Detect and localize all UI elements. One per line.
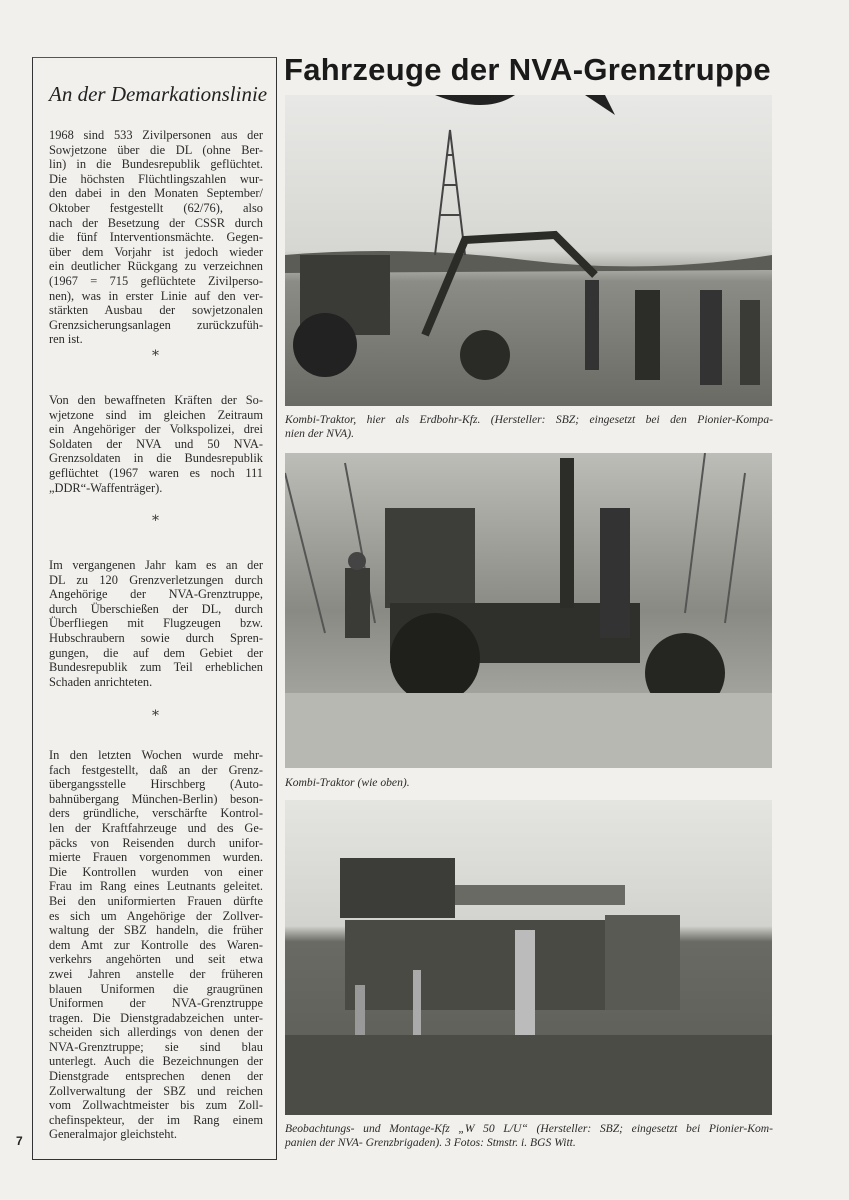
photo-caption-3 (285, 1122, 773, 1150)
text-line: übergangsstelle Hirschberg (Auto- (49, 777, 263, 792)
text-line: In den letzten Wochen wurde mehr- (49, 748, 263, 762)
text-line: waltung der SBZ handeln, die früher (49, 923, 263, 938)
text-line: Die höchsten Flüchtlingszahlen wur- (49, 171, 263, 186)
text-line: NVA-Grenztruppe; sie sind blau (49, 1039, 263, 1054)
text-line: Im vergangenen Jahr kam es an der (49, 558, 263, 572)
text-line: durch Überschießen der DL, durch (49, 601, 263, 616)
text-line: es sich um Angehörige der Zollver- (49, 908, 263, 923)
text-line: die fünf Interventionsmächte. Gegen- (49, 230, 263, 245)
sidebar-paragraph-3 (49, 558, 263, 689)
text-line: nien der NVA). (285, 427, 355, 440)
text-line: 1968 sind 533 Zivilpersonen aus der (49, 128, 263, 142)
text-line: über dem Vorjahr ist jedoch wieder (49, 244, 263, 259)
text-line: Grenzsoldaten in die Bundesrepublik (49, 451, 263, 466)
text-line: bahnübergang München-Berlin) beson- (49, 791, 263, 806)
text-line: chefinspekteur, der im Rang einem (49, 1112, 263, 1127)
text-line: scheiden sich allerdings von denen der (49, 1025, 263, 1040)
text-line: wjetzone sind im gleichen Zeitraum (49, 407, 263, 422)
sidebar-paragraph-1 (49, 128, 263, 347)
text-line: „DDR“-Waffenträger). (49, 480, 163, 495)
text-line: DL zu 120 Grenzverletzungen durch (49, 572, 263, 587)
sidebar-paragraph-2 (49, 393, 263, 495)
separator-star: * (152, 708, 159, 724)
text-line: ein Angehöriger der Volkspolizei, drei (49, 422, 263, 437)
text-line: Kombi-Traktor, hier als Erdbohr-Kfz. (Hersteller: SBZ; eingesetzt bei den Pionier-Kompa- (285, 413, 773, 426)
sidebar-box (32, 57, 277, 1160)
text-line: Schaden anrichteten. (49, 674, 153, 689)
text-line: Die Kontrollen wurden von einer (49, 864, 263, 879)
text-line: (1967 = 715 geflüchtete Zivilperso- (49, 273, 263, 288)
text-line: unterlegt. Auch die Bezeichnungen der (49, 1054, 263, 1069)
text-line: len der Kraftfahrzeuge und des Ge- (49, 820, 263, 835)
text-line: Soldaten der NVA und 50 NVA- (49, 436, 263, 451)
text-line: verkehrs angehörten und seit etwa (49, 952, 263, 967)
text-line: blauen Uniformen die graugrünen (49, 981, 263, 996)
text-line: Generalmajor gleichsteht. (49, 1127, 177, 1142)
text-line: lin) in die Bundesrepublik geflüchtet. (49, 157, 263, 172)
page-number: 7 (16, 1134, 23, 1148)
text-line: ein deutlicher Rückgang zu verzeichnen (49, 259, 263, 274)
text-line: ders gründliche, verschärfte Kontrol- (49, 806, 263, 821)
text-line: stärkten Ausbau der sowjetzonalen (49, 303, 263, 318)
text-line: Kombi-Traktor (wie oben). (285, 776, 410, 789)
page-title: Fahrzeuge der NVA-Grenztruppe (284, 52, 771, 87)
text-line: Dienstgrade entsprechen denen der (49, 1069, 263, 1084)
text-line: Angehörige der NVA-Grenztruppe, (49, 587, 263, 602)
text-line: vom Zollwachtmeister bis zum Zoll- (49, 1098, 263, 1113)
text-line: ren ist. (49, 332, 83, 347)
photo-kombi-traktor (285, 453, 772, 768)
text-line: geflüchtet (1967 waren es noch 111 (49, 465, 263, 480)
text-line: Oktober festgestellt (62/76), also (49, 200, 263, 215)
text-line: Zollverwaltung der SBZ und reichen (49, 1083, 263, 1098)
sidebar-paragraph-4 (49, 748, 263, 1142)
text-line: Sowjetzone über die DL (ohne Ber- (49, 142, 263, 157)
text-line: dem Amt zur Kontrolle des Waren- (49, 937, 263, 952)
text-line: päcks von Reisenden durch unifor- (49, 835, 263, 850)
text-line: Beobachtungs- und Montage-Kfz „W 50 L/U“ (Hersteller: SBZ; eingesetzt bei Pionier-Kom- (285, 1122, 773, 1135)
text-line: zwei Jahren anstelle der früheren (49, 966, 263, 981)
sidebar-title: An der Demarkationslinie (49, 82, 268, 106)
photo-caption-2 (285, 776, 773, 790)
text-line: Grenzsicherungsanlagen zurückzufüh- (49, 317, 263, 332)
photo-w50-truck (285, 800, 772, 1115)
text-line: Bundesrepublik zum Teil erheblichen (49, 660, 263, 675)
text-line: panien der NVA- Grenzbrigaden). 3 Fotos: Stmstr. i. BGS Witt. (285, 1136, 576, 1149)
text-line: Bei den uniformierten Frauen dürfte (49, 893, 263, 908)
separator-star: * (152, 513, 159, 529)
text-line: mierte Frauen vorgenommen wurden. (49, 850, 263, 865)
text-line: Uniformen der NVA-Grenztruppe (49, 996, 263, 1011)
photo-caption-1 (285, 413, 773, 441)
text-line: Frau im Rang eines Leutnants geleitet. (49, 879, 263, 894)
text-line: Hubschraubern sowie durch Spren- (49, 630, 263, 645)
text-line: Von den bewaffneten Kräften der So- (49, 393, 263, 407)
text-line: nen), was in erster Linie auf den ver- (49, 288, 263, 303)
text-line: fach festgestellt, daß an der Grenz- (49, 762, 263, 777)
text-line: tragen. Die Dienstgradabzeichen unter- (49, 1010, 263, 1025)
separator-star: * (152, 348, 159, 364)
text-line: gungen, die auf dem Gebiet der (49, 645, 263, 660)
text-line: Überfliegen mit Flugzeugen bzw. (49, 616, 263, 631)
text-line: den dabei in den Monaten September/ (49, 186, 263, 201)
photo-kombi-traktor-drill (285, 95, 772, 406)
text-line: nach der Besetzung der CSSR durch (49, 215, 263, 230)
